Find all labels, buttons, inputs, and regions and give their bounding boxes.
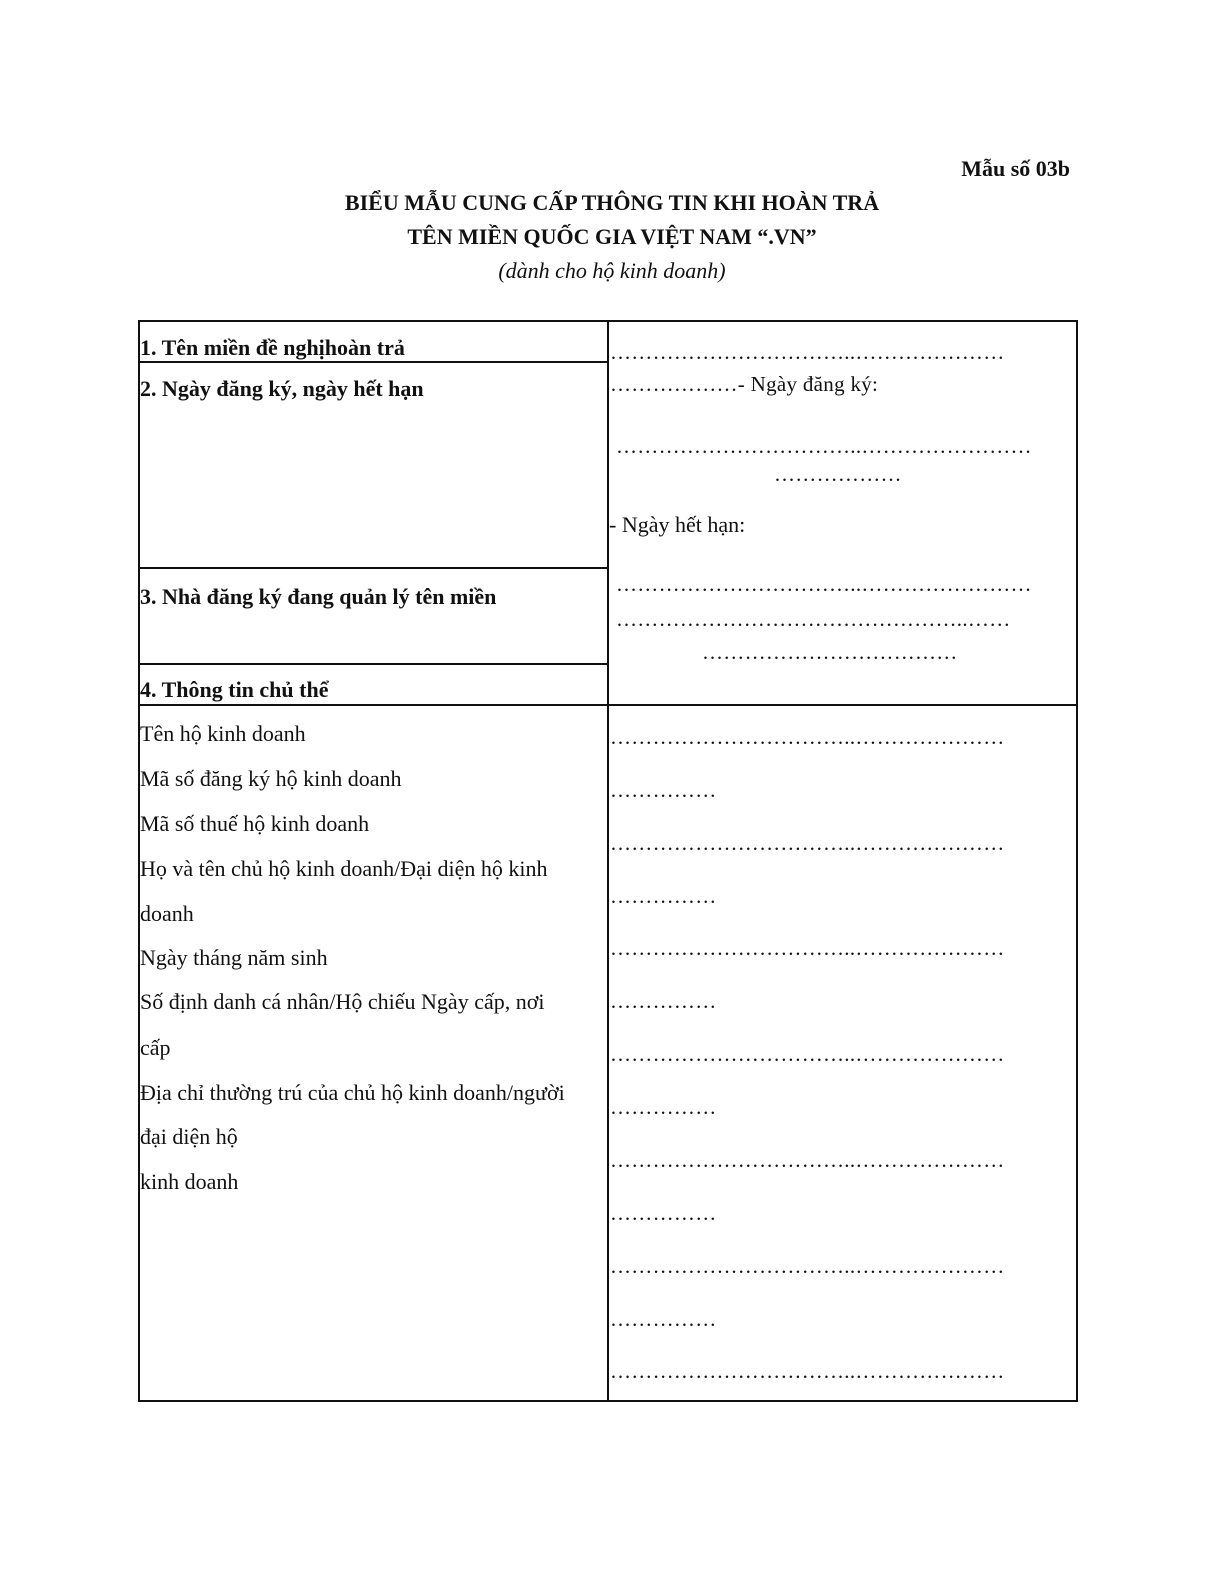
subject-dots-line[interactable]: ……………………………..………………… [610,1254,1005,1278]
form-code: Mẫu số 03b [961,156,1070,181]
table-border-right [1076,320,1078,1402]
row-divider-2 [138,567,608,569]
form-table [138,320,1078,1402]
subject-dots-line[interactable]: …………… [610,989,717,1013]
field-id-passport-cont: cấp [140,1035,171,1060]
field-id-passport: Số định danh cá nhân/Hộ chiếu Ngày cấp, nơi [140,989,545,1014]
section-4-label: 4. Thông tin chủ thể [140,677,329,702]
subject-dots-line[interactable]: ……………………………..………………… [610,936,1005,960]
field-owner-name-cont: doanh [140,901,194,926]
row-divider-3 [138,663,608,665]
registration-date-field[interactable]: ………………- Ngày đăng ký: [610,372,879,396]
field-birth-date: Ngày tháng năm sinh [140,945,328,970]
field-owner-name: Họ và tên chủ hộ kinh doanh/Đại diện hộ kinh [140,856,548,881]
field-business-name: Tên hộ kinh doanh [140,721,306,746]
subject-dots-line[interactable]: ……………………………..………………… [610,1359,1005,1383]
subject-dots-line[interactable]: ……………………………..………………… [610,831,1005,855]
table-divider-vertical [607,320,609,1402]
subject-dots-line[interactable]: …………… [610,1307,717,1331]
section-3-label: 3. Nhà đăng ký đang quản lý tên miền [140,584,497,609]
domain-name-field[interactable]: ……………………………..………………… [610,340,1005,364]
field-address: Địa chỉ thường trú của chủ hộ kinh doanh/người [140,1080,565,1105]
expiry-date-label: - Ngày hết hạn: [609,512,746,537]
registration-date-dots[interactable]: ……………………………..…………………… [616,434,1032,458]
subject-dots-line[interactable]: ……………………………..………………… [610,1148,1005,1172]
form-subtitle: (dành cho hộ kinh doanh) [498,258,726,283]
field-tax-code: Mã số thuế hộ kinh doanh [140,811,370,836]
subject-dots-line[interactable]: ……………………………..………………… [610,725,1005,749]
subject-dots-line[interactable]: ……………………………..………………… [610,1042,1005,1066]
registrar-field-cont[interactable]: ……………………………… [702,640,958,664]
form-title-line1: BIỂU MẪU CUNG CẤP THÔNG TIN KHI HOÀN TRẢ [344,190,880,215]
subject-dots-line[interactable]: …………… [610,778,717,802]
form-title-line2: TÊN MIỀN QUỐC GIA VIỆT NAM “.VN” [407,224,817,249]
section-2-label: 2. Ngày đăng ký, ngày hết hạn [140,376,424,401]
field-address-cont2: kinh doanh [140,1169,239,1194]
expiry-date-field[interactable]: ……………………………..…………………… [616,572,1032,596]
registration-date-dots-cont[interactable]: ……………… [774,462,902,486]
registrar-field[interactable]: …………………………………………..…… [616,607,1011,631]
subject-dots-line[interactable]: …………… [610,884,717,908]
field-address-cont: đại diện hộ [140,1124,238,1149]
section-1-label: 1. Tên miền đề nghịhoàn trả [140,335,405,360]
subject-dots-line[interactable]: …………… [610,1201,717,1225]
row-divider-full [138,704,1078,706]
field-business-reg-no: Mã số đăng ký hộ kinh doanh [140,766,402,791]
subject-dots-line[interactable]: …………… [610,1095,717,1119]
